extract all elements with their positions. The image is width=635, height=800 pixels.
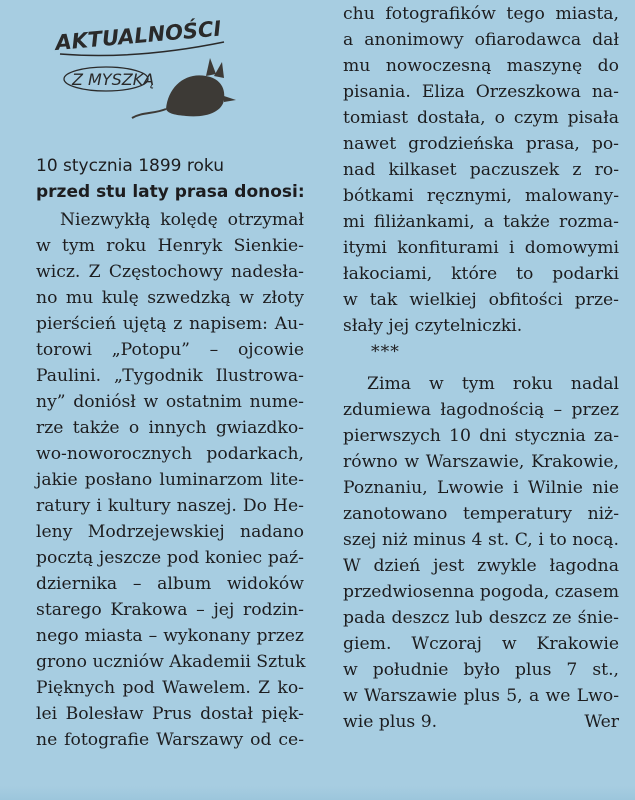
- text-line: wicz. Z Częstochowy nadesła-: [36, 262, 304, 282]
- text-line: W dzień jest zwykle łagodna: [343, 556, 619, 576]
- column-logo: [46, 14, 246, 134]
- text-line: leny Modrzejewskiej nadano: [36, 522, 304, 542]
- text-line: ne fotografie Warszawy od ce-: [36, 730, 304, 750]
- text-line: mu nowoczesną maszynę do: [343, 56, 619, 76]
- text-line: chu fotografików tego miasta,: [343, 4, 619, 24]
- text-line: starego Krakowa – jej rodzin-: [36, 600, 304, 620]
- text-line: bótkami ręcznymi, malowany-: [343, 186, 619, 206]
- text-line: torowi „Potopu” – ojcowie: [36, 340, 304, 360]
- text-line: słały jej czytelniczki.: [343, 316, 523, 336]
- text-line: wo-noworocznych podarkach,: [36, 444, 304, 464]
- text-line: a anonimowy ofiarodawca dał: [343, 30, 619, 50]
- text-line: pisania. Eliza Orzeszkowa na-: [343, 82, 619, 102]
- final-line: [343, 710, 619, 734]
- text-line: no mu kulę szwedzką w złoty: [36, 288, 304, 308]
- text-line: nego miasta – wykonany przez: [36, 626, 304, 646]
- text-line: łakociami, które to podarki: [343, 264, 619, 284]
- text-line: tomiast dostała, o czym pisała: [343, 108, 619, 128]
- text-line: jakie posłano luminarzom lite-: [36, 470, 304, 490]
- author-signature: Wer: [584, 712, 619, 732]
- text-line: w Warszawie plus 5, a we Lwo-: [343, 686, 619, 706]
- text-line: w tak wielkiej obfitości prze-: [343, 290, 619, 310]
- text-line: ratury i kultury naszej. Do He-: [36, 496, 304, 516]
- text-line: zdumiewa łagodnością – przez: [343, 400, 619, 420]
- text-line: pada deszcz lub deszcz ze śnie-: [343, 608, 619, 628]
- text-line: giem. Wczoraj w Krakowie: [343, 634, 619, 654]
- text-line: nawet grodzieńska prasa, po-: [343, 134, 619, 154]
- text-line: rze także o innych gwiazdko-: [36, 418, 304, 438]
- final-line-text: wie plus 9.: [343, 712, 438, 732]
- section-separator: ***: [371, 342, 400, 362]
- text-line: ny” doniósł w ostatnim nume-: [36, 392, 304, 412]
- text-line: w południe było plus 7 st.,: [343, 660, 619, 680]
- text-line: nad kilkaset paczuszek z ro-: [343, 160, 619, 180]
- text-line: lei Bolesław Prus dostał pięk-: [36, 704, 304, 724]
- logo-title: AKTUALNOŚCI: [54, 16, 223, 55]
- text-line: Zima w tym roku nadal: [367, 374, 619, 394]
- text-line: pierścień ujętą z napisem: Au-: [36, 314, 304, 334]
- text-line: Niezwykłą kolędę otrzymał: [60, 210, 304, 230]
- text-line: dziernika – album widoków: [36, 574, 304, 594]
- text-line: Paulini. „Tygodnik Ilustrowa-: [36, 366, 304, 386]
- text-line: pocztą jeszcze pod koniec paź-: [36, 548, 304, 568]
- text-line: szej niż minus 4 st. C, i to nocą.: [343, 530, 619, 550]
- logo-subtitle: Z MYSZKĄ: [72, 70, 155, 89]
- text-line: w tym roku Henryk Sienkie-: [36, 236, 304, 256]
- text-line: przedwiosenna pogoda, czasem: [343, 582, 619, 602]
- article-heading: przed stu laty prasa donosi:: [36, 182, 305, 202]
- text-line: zanotowano temperatury niż-: [343, 504, 619, 524]
- text-line: itymi konfiturami i domowymi: [343, 238, 619, 258]
- article-date: 10 stycznia 1899 roku: [36, 156, 224, 176]
- text-line: grono uczniów Akademii Sztuk: [36, 652, 306, 672]
- text-line: Poznaniu, Lwowie i Wilnie nie: [343, 478, 619, 498]
- text-line: Pięknych pod Wawelem. Z ko-: [36, 678, 304, 698]
- text-line: pierwszych 10 dni stycznia za-: [343, 426, 619, 446]
- text-line: mi filiżankami, a także rozma-: [343, 212, 619, 232]
- text-line: równo w Warszawie, Krakowie,: [343, 452, 619, 472]
